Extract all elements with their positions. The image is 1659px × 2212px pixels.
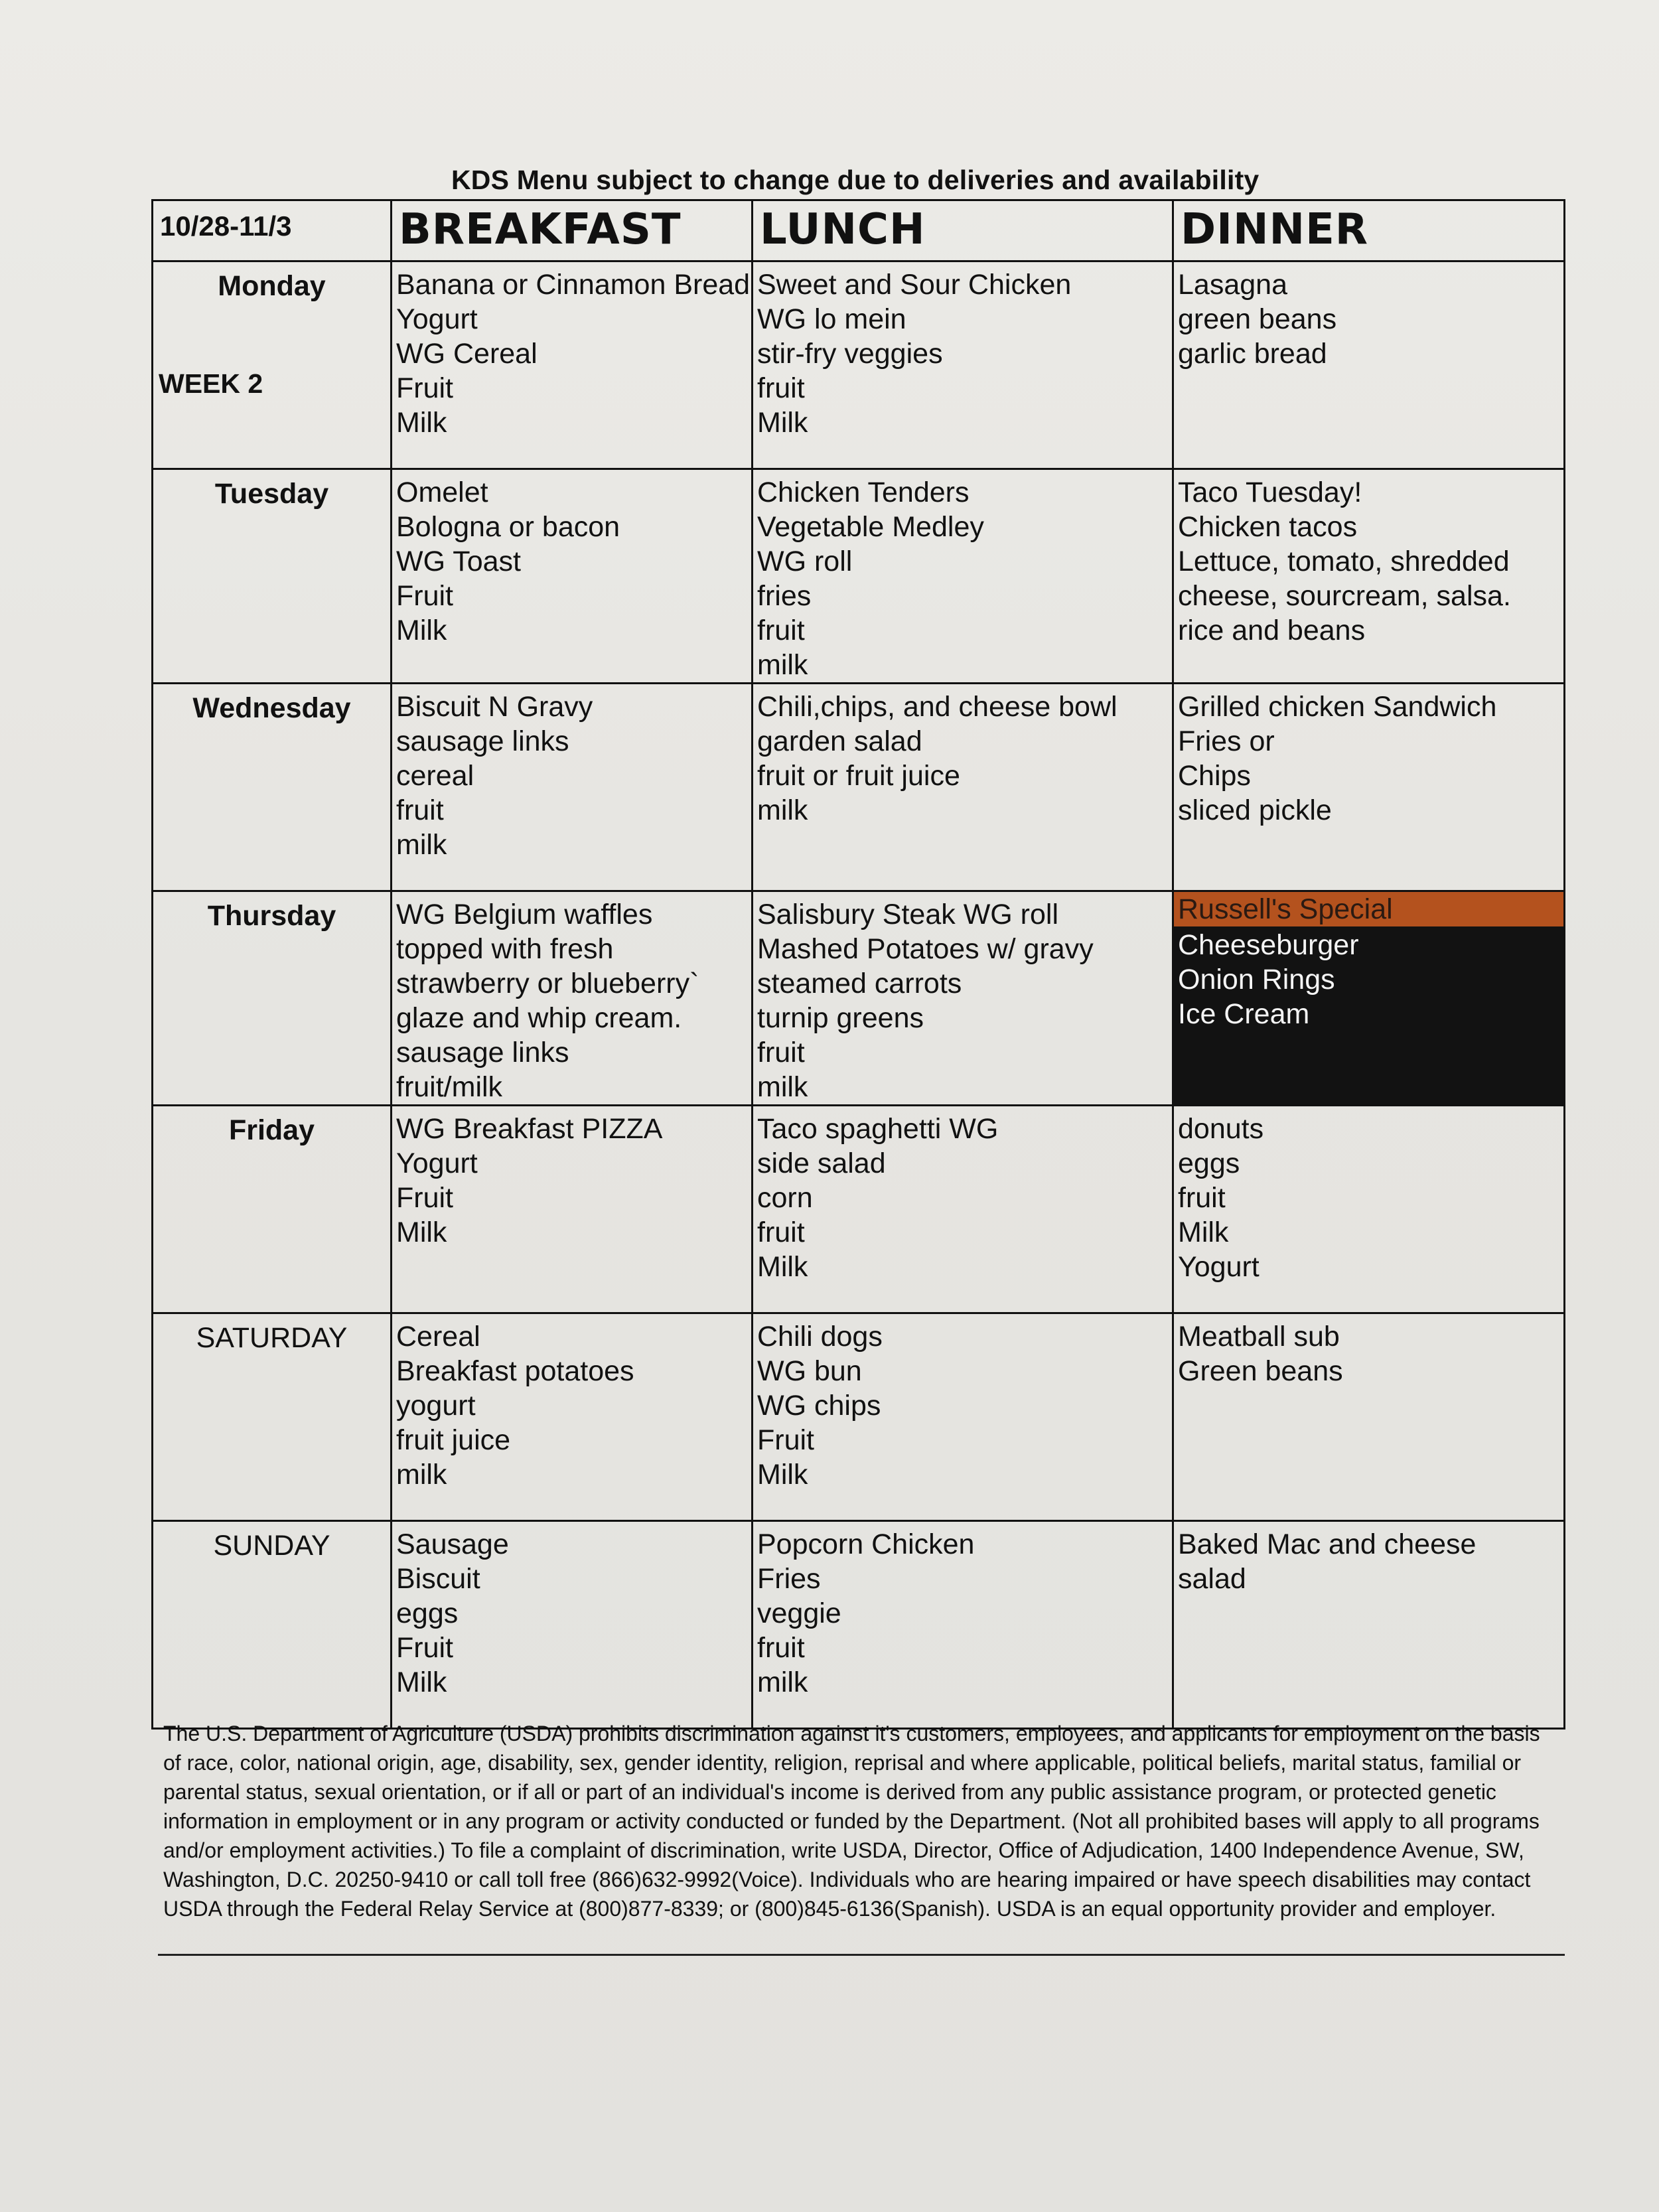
menu-item: Meatball sub [1178,1321,1340,1353]
menu-item: Milk [396,1217,447,1248]
menu-item: Milk [1178,1217,1229,1248]
menu-item: Milk [757,1251,808,1283]
menu-item: cereal [396,760,474,792]
menu-item: garden salad [757,725,922,757]
day-name: SATURDAY [196,1322,348,1354]
menu-item: Chili,chips, and cheese bowl [757,691,1118,723]
menu-item: fruit [757,1037,805,1069]
day-cell [153,1521,392,1729]
menu-item: milk [757,649,808,681]
menu-item: Chili dogs [757,1321,883,1353]
menu-item: Taco spaghetti WG [757,1113,999,1145]
breakfast-cell [392,469,753,684]
day-row-saturday [153,1313,1565,1521]
dinner-special-cell [1173,891,1565,1106]
menu-item: Salisbury Steak WG roll [757,899,1059,930]
menu-item: Fruit [396,580,453,612]
breakfast-header: BREAKFAST [392,200,753,261]
menu-item: fruit [757,1217,805,1248]
menu-item: sliced pickle [1178,794,1332,826]
menu-item: topped with fresh [396,933,614,965]
menu-item: corn [757,1182,813,1214]
menu-item: Biscuit [396,1563,480,1595]
day-row-wednesday [153,684,1565,891]
menu-item: donuts [1178,1113,1264,1145]
menu-item: Banana or Cinnamon Bread [396,269,751,301]
menu-item: fruit [396,794,444,826]
day-row-tuesday [153,469,1565,684]
menu-item: WG bun [757,1355,862,1387]
menu-item: sausage links [396,725,569,757]
menu-item: eggs [396,1597,459,1629]
menu-item: steamed carrots [757,968,962,999]
menu-item: Lettuce, tomato, shredded [1178,546,1510,577]
menu-item: Fries or [1178,725,1275,757]
lunch-cell [753,1521,1173,1729]
dinner-cell [1173,1521,1565,1729]
menu-item: WG chips [757,1390,881,1422]
menu-item: Milk [396,615,447,646]
menu-item: fruit [757,615,805,646]
menu-item: Yogurt [396,303,478,335]
menu-item: Cereal [396,1321,480,1353]
menu-item: Fries [757,1563,821,1595]
menu-item: milk [396,829,447,861]
menu-item: Chicken tacos [1178,511,1358,543]
breakfast-cell [392,1521,753,1729]
menu-item: Yogurt [396,1147,478,1179]
breakfast-cell [392,1313,753,1521]
menu-item: Popcorn Chicken [757,1528,975,1560]
menu-item: milk [757,794,808,826]
menu-item: fries [757,580,812,612]
menu-item: Bologna or bacon [396,511,620,543]
day-name: Friday [228,1114,315,1146]
lunch-cell [753,261,1173,469]
menu-item: fruit juice [396,1424,511,1456]
menu-item: eggs [1178,1147,1240,1179]
menu-item: Yogurt [1178,1251,1260,1283]
menu-item: Fruit [757,1424,814,1456]
menu-item: glaze and whip cream. [396,1002,682,1034]
header-row [153,200,1565,261]
menu-item: WG lo mein [757,303,906,335]
menu-table [151,199,1565,1730]
day-cell [153,469,392,684]
menu-item: Mashed Potatoes w/ gravy [757,933,1094,965]
menu-item: Milk [757,1459,808,1491]
usda-disclaimer: The U.S. Department of Agriculture (USDA) prohibits discrimination against it's customers, employees, and applicants for employment on the basis of race, color, national origin, age, disability, sex, gender identity, religion, reprisal and where applicable, political beliefs, marital status, familial or parental status, sexual orientation, or if all or part of an individual's income is derived from any public assistance program, or protected genetic information in employment or in any program or activity conducted or funded by the Department. (Not all prohibited bases will apply to all programs and/or employment activities.) To file a complaint of discrimination, write USDA, Director, Office of Adjudication, 1400 Independence Avenue, SW, Washington, D.C. 20250-9410 or call toll free (866)632-9992(Voice). Individuals who are hearing impaired or have speech disabilities may contact USDA through the Federal Relay Service at (800)877-8339; or (800)845-6136(Spanish). USDA is an equal opportunity provider and employer. [163,1722,1540,1921]
dinner-header: DINNER [1173,200,1565,261]
day-cell [153,1106,392,1313]
menu-item: Omelet [396,477,488,508]
menu-item: Breakfast potatoes [396,1355,634,1387]
menu-item: Chicken Tenders [757,477,970,508]
menu-item: Grilled chicken Sandwich [1178,691,1497,723]
day-name: Tuesday [214,478,329,510]
menu-item: Ice Cream [1178,998,1310,1030]
day-cell [153,684,392,891]
menu-item: green beans [1178,303,1337,335]
page-title: KDS Menu subject to change due to deliveries and availability [451,165,1260,195]
menu-item: Sweet and Sour Chicken [757,269,1072,301]
menu-item: Lasagna [1178,269,1287,301]
menu-item: rice and beans [1178,615,1366,646]
menu-item: garlic bread [1178,338,1327,370]
menu-item: sausage links [396,1037,569,1069]
lunch-cell [753,469,1173,684]
menu-item: Milk [396,1666,447,1698]
menu-item: Onion Rings [1178,964,1335,995]
special-title: Russell's Special [1174,892,1563,926]
menu-item: Fruit [396,1632,453,1664]
menu-item: stir-fry veggies [757,338,943,370]
menu-item: Chips [1178,760,1251,792]
menu-item: WG Breakfast PIZZA [396,1113,663,1145]
breakfast-cell [392,261,753,469]
dinner-cell [1173,1106,1565,1313]
breakfast-cell [392,891,753,1106]
day-name: SUNDAY [213,1530,330,1562]
menu-item: milk [757,1071,808,1103]
dinner-cell [1173,1313,1565,1521]
menu-item: Fruit [396,372,453,404]
lunch-cell [753,684,1173,891]
menu-item: salad [1178,1563,1246,1595]
menu-item: WG Belgium waffles [396,899,653,930]
day-cell [153,891,392,1106]
day-name: Monday [218,270,326,302]
menu-item: WG roll [757,546,853,577]
menu-item: cheese, sourcream, salsa. [1178,580,1511,612]
menu-item: Green beans [1178,1355,1343,1387]
lunch-header: LUNCH [753,200,1173,261]
menu-item: milk [396,1459,447,1491]
day-name: Thursday [207,900,336,932]
menu-item: Cheeseburger [1178,929,1359,961]
menu-item: strawberry or blueberry` [396,968,699,999]
day-cell [153,261,392,469]
menu-item: WG Toast [396,546,521,577]
menu-item: WG Cereal [396,338,538,370]
day-cell [153,1313,392,1521]
day-row-friday [153,1106,1565,1313]
menu-item: Milk [757,407,808,439]
menu-item: fruit [757,372,805,404]
day-row-thursday [153,891,1565,1106]
menu-item: Sausage [396,1528,509,1560]
menu-item: fruit [1178,1182,1226,1214]
menu-item: veggie [757,1597,841,1629]
week-label: WEEK 2 [159,368,263,399]
menu-item: yogurt [396,1390,476,1422]
lunch-cell [753,1106,1173,1313]
menu-item: Vegetable Medley [757,511,984,543]
menu-item: Taco Tuesday! [1178,477,1362,508]
bottom-rule [158,1954,1565,1956]
dinner-cell [1173,261,1565,469]
menu-item: side salad [757,1147,886,1179]
menu-item: fruit/milk [396,1071,503,1103]
lunch-cell [753,891,1173,1106]
dinner-cell [1173,469,1565,684]
menu-item: Baked Mac and cheese [1178,1528,1477,1560]
lunch-cell [753,1313,1173,1521]
menu-item: Fruit [396,1182,453,1214]
menu-item: Biscuit N Gravy [396,691,593,723]
menu-item: milk [757,1666,808,1698]
day-row-monday [153,261,1565,469]
menu-item: turnip greens [757,1002,924,1034]
menu-item: fruit [757,1632,805,1664]
day-row-sunday [153,1521,1565,1729]
week-range: 10/28-11/3 [153,200,392,261]
menu-item: fruit or fruit juice [757,760,960,792]
breakfast-cell [392,684,753,891]
dinner-cell [1173,684,1565,891]
day-name: Wednesday [192,692,351,724]
menu-item: Milk [396,407,447,439]
breakfast-cell [392,1106,753,1313]
